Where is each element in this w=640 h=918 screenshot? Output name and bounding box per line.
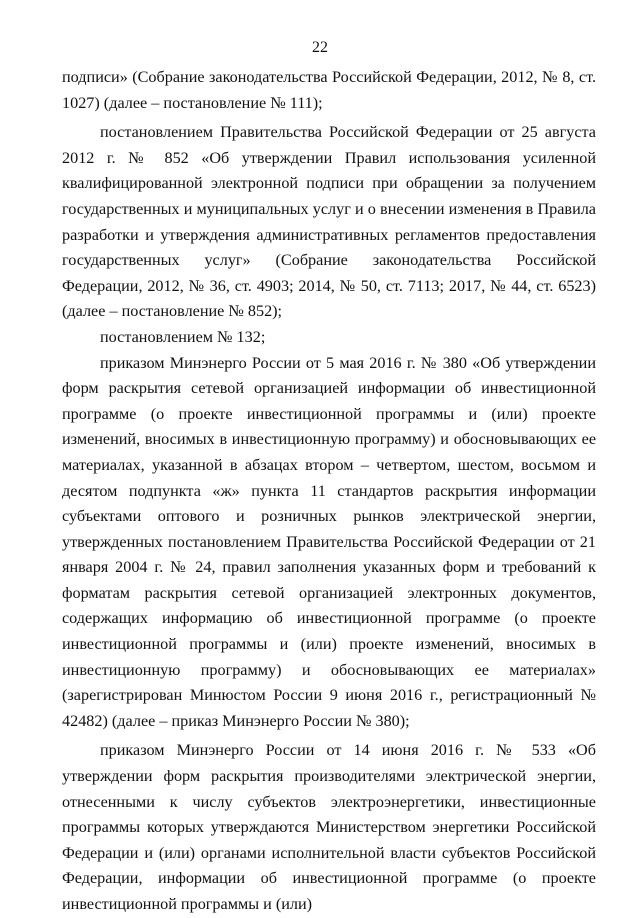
paragraph-order-533: приказом Минэнерго России от 14 июня 2016 г. № 533 «Об утверждении форм раскрытия производителями электрической энергии, отнесенными к числу субъектов электроэнергетики, инвестиционные программы которых утверждаются Министерством энергетики Российской Федерации и (или) органами исполнительной власти субъектов Российской Федерации, информации об инвестиционной программе (о проекте инвестиционной программы и (или) xyxy=(62,741,596,913)
document-body xyxy=(62,65,596,918)
page-number: 22 xyxy=(312,39,328,56)
paragraph-continuation: подписи» (Собрание законодательства Российской Федерации, 2012, № 8, ст. 1027) (далее – постановление № 111); xyxy=(62,68,596,112)
paragraph-resolution-852: постановлением Правительства Российской Федерации от 25 августа 2012 г. № 852 «Об утверждении Правил использования усиленной квалифицированной электронной подписи при обращении за получением государственных и муниципальных услуг и о внесении изменения в Правила разработки и утверждения административных регламентов предоставления государственных услуг» (Собрание законодательства Российской Федерации, 2012, № 36, ст. 4903; 2014, № 50, ст. 7113; 2017, № 44, ст. 6523) (далее – постановление № 852); xyxy=(62,123,596,321)
paragraph-resolution-132: постановлением № 132; xyxy=(100,327,266,346)
paragraph-order-380: приказом Минэнерго России от 5 мая 2016 г. № 380 «Об утверждении форм раскрытия сетевой организацией информации об инвестиционной программе (о проекте инвестиционной программы и (или) проекте изменений, вносимых в инвестиционную программу) и обосновывающих ее материалах, указанной в абзацах втором – четвертом, шестом, восьмом и десятом подпункта «ж» пункта 11 стандартов раскрытия информации субъектами оптового и розничных рынков электрической энергии, утвержденных постановлением Правительства Российской Федерации от 21 января 2004 г. № 24, правил заполнения указанных форм и требований к форматам раскрытия сетевой организацией электронных документов, содержащих информацию об инвестиционной программе (о проекте инвестиционной программы и (или) проекте изменений, вносимых в инвестиционную программу) и обосновывающих ее материалах» (зарегистрирован Минюстом России 9 июня 2016 г., регистрационный № 42482) (далее – приказ Минэнерго России № 380); xyxy=(62,353,596,730)
